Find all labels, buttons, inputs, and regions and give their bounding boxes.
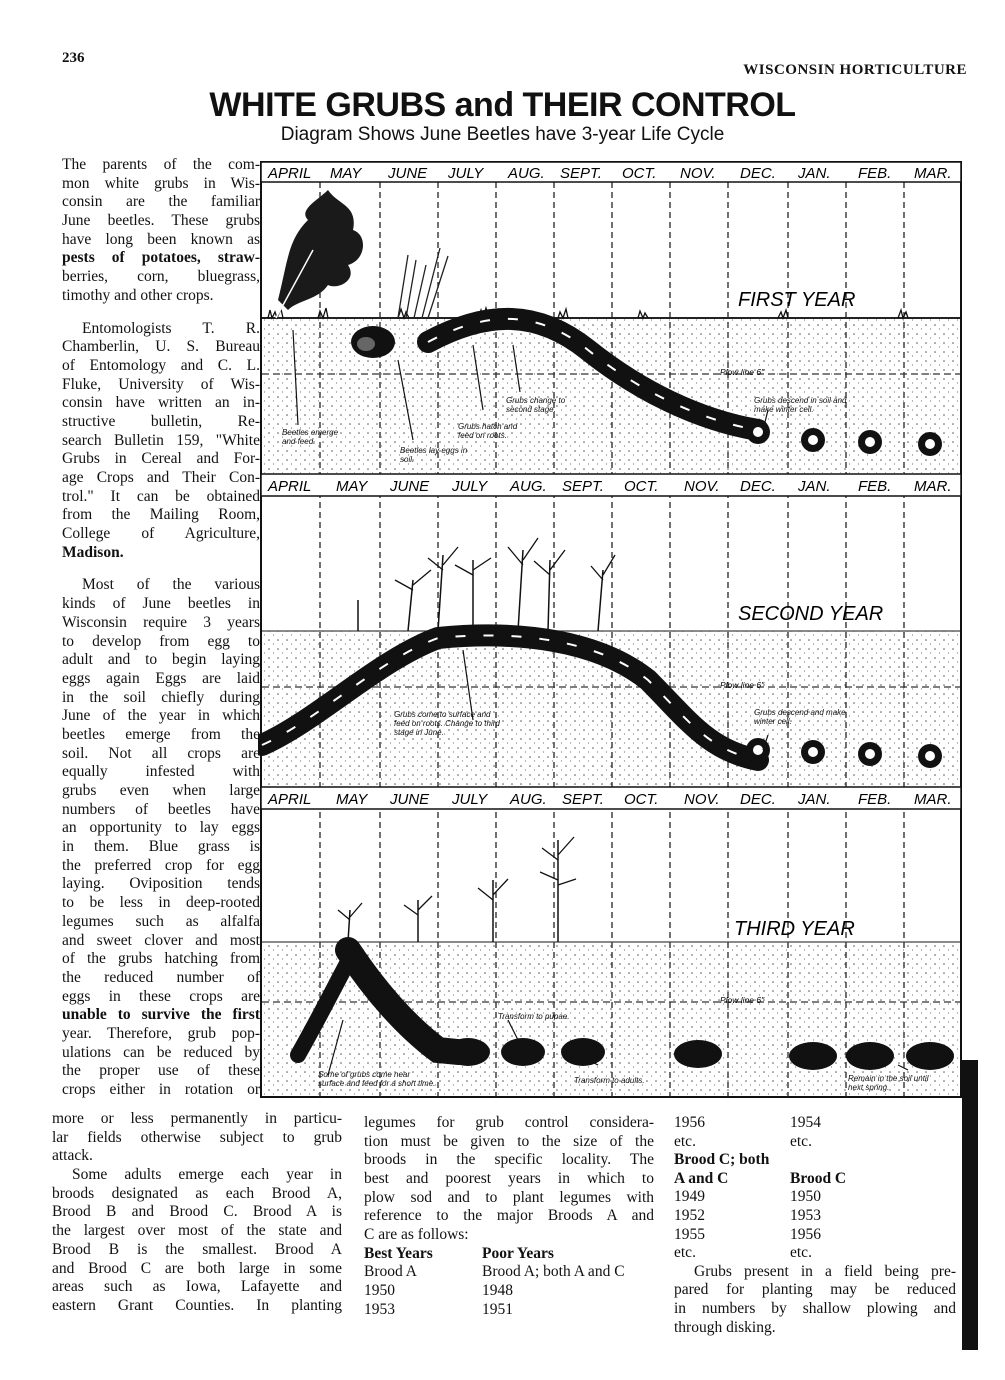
text-line: in the soil chiefly during <box>62 688 260 706</box>
table-cell: 1953 <box>790 1206 821 1224</box>
month-label: OCT. <box>624 478 659 495</box>
text-line: Grubs present in a field being pre- <box>694 1262 956 1280</box>
month-label: AUG. <box>510 478 547 495</box>
text-line: best and poorest years in which to <box>364 1170 654 1188</box>
table-cell: Brood C; both <box>674 1151 770 1169</box>
month-label: SEPT. <box>562 478 604 495</box>
month-label: AUG. <box>508 165 545 182</box>
text-line: the preferred crop for egg <box>62 856 260 874</box>
text-line: broods designated as each Brood A, <box>52 1184 342 1202</box>
text-line: in numbers by shallow plowing and <box>674 1300 956 1318</box>
month-label: AUG. <box>510 791 547 808</box>
table-row <box>674 1207 956 1226</box>
life-cycle-diagram <box>258 160 963 1100</box>
text-line: laying. Oviposition tends <box>62 875 260 893</box>
text-line: June beetles. These grubs <box>62 212 260 230</box>
left-para-3 <box>62 576 260 1099</box>
month-label: FEB. <box>858 165 892 182</box>
table-row <box>674 1170 956 1189</box>
plow-line-label: Plow line 6" <box>720 367 765 377</box>
table-cell: etc. <box>790 1244 812 1262</box>
text-line: beetles emerge from the <box>62 725 260 743</box>
text-line: an opportunity to lay eggs <box>62 819 260 837</box>
text-line: adult and to begin laying <box>62 651 260 669</box>
text-line: reference to the major Broods A and <box>364 1207 654 1225</box>
month-label: JUNE <box>390 791 430 808</box>
text-line: grubs even when large <box>62 782 260 799</box>
text-line: eggs in these crops are <box>62 987 260 1005</box>
table-cell: 1949 <box>674 1188 705 1206</box>
text-line: numbers of beetles have <box>62 800 260 818</box>
table-cell: 1950 <box>364 1282 395 1299</box>
text-line: consin are the familiar <box>62 193 260 211</box>
month-label: MAR. <box>914 791 952 808</box>
text-line: mon white grubs in Wis- <box>62 174 260 192</box>
text-line: Grubs in Cereal and For- <box>62 450 260 468</box>
text-line: Brood B and Brood C. Brood A is <box>52 1203 342 1221</box>
grubs-descend-note-2: Grubs descend and make winter cell. <box>754 708 846 726</box>
year-label-second: SECOND YEAR <box>738 603 884 625</box>
month-label: JAN. <box>798 478 831 495</box>
text-line: through disking. <box>674 1318 776 1336</box>
text-line: Entomologists T. R. <box>82 319 260 337</box>
month-label: NOV. <box>684 791 720 808</box>
text-line: attack. <box>52 1147 93 1165</box>
text-line: Some adults emerge each year in <box>72 1166 342 1184</box>
table-row <box>674 1114 956 1133</box>
text-line: kinds of June beetles in <box>62 595 260 613</box>
text-line: from the Mailing Room, <box>62 506 260 524</box>
third-year-panel <box>262 837 960 1098</box>
month-label: SEPT. <box>560 165 602 182</box>
text-line: Wisconsin require 3 years <box>62 613 260 631</box>
table-cell: A and C <box>674 1169 729 1187</box>
text-line: to develop from egg to <box>62 632 260 650</box>
table-cell: etc. <box>790 1132 812 1150</box>
text-line: eggs again Eggs are laid <box>62 669 260 687</box>
table-cell: 1953 <box>364 1300 395 1318</box>
table-cell: etc. <box>674 1244 696 1262</box>
grubs-hatch-note: Grubs hatch and feed on roots. <box>458 422 518 440</box>
second-year-panel <box>262 538 960 787</box>
text-line: plow sod and to plant legumes with <box>364 1188 654 1206</box>
text-line: legumes for grub control considera- <box>364 1114 654 1131</box>
month-label: JUNE <box>390 478 430 495</box>
month-label: JAN. <box>798 165 831 182</box>
table-row <box>364 1282 654 1301</box>
table-cell: Brood C <box>790 1169 847 1187</box>
text-line: pared for planting may be reduced <box>674 1281 956 1299</box>
text-line: College of Agriculture, <box>62 525 260 543</box>
left-para-1 <box>62 156 260 306</box>
month-label: FEB. <box>858 791 892 808</box>
left-para-2 <box>62 320 260 563</box>
month-label: APRIL <box>268 478 312 495</box>
bottom-column-2 <box>364 1114 654 1319</box>
remain-in-soil-note: Remain in the soil until next spring. <box>848 1074 929 1092</box>
month-label: FEB. <box>858 478 892 495</box>
month-label: JULY <box>452 791 488 808</box>
text-line: eastern Grant Counties. In planting <box>52 1296 342 1314</box>
brood-years-table <box>364 1245 654 1319</box>
month-row-3 <box>261 787 961 809</box>
table-row <box>674 1226 956 1245</box>
text-line: year. Therefore, grub pop- <box>62 1024 260 1042</box>
text-line: trol." It can be obtained <box>62 487 260 505</box>
text-line: more or less permanently in particu- <box>52 1110 342 1127</box>
text-line: structive bulletin, Re- <box>62 412 260 430</box>
month-label: SEPT. <box>562 791 604 808</box>
text-line: tion must be given to the size of the <box>364 1132 654 1150</box>
month-label: OCT. <box>622 165 657 182</box>
table-cell: 1948 <box>482 1282 513 1299</box>
table-cell: etc. <box>674 1132 696 1150</box>
table-row <box>674 1244 956 1263</box>
grubs-surface-note: Grubs come to surface and feed on roots. Change to third stage in June. <box>394 710 500 737</box>
text-line: in them. Blue grass is <box>62 838 260 856</box>
text-line: age Crops and Their Con- <box>62 469 260 486</box>
text-line: berries, corn, bluegrass, <box>62 268 260 286</box>
text-line: of Entomology and C. L. <box>62 356 260 374</box>
text-line: Fluke, University of Wis- <box>62 375 260 393</box>
text-line: equally infested with <box>62 763 260 781</box>
table-cell: 1956 <box>790 1225 821 1243</box>
bottom-column-3 <box>674 1114 956 1338</box>
text-line: and sweet clover and most <box>62 931 260 949</box>
text-line: unable to survive the first <box>62 1006 260 1024</box>
text-line: Madison. <box>62 543 124 561</box>
month-label: MAR. <box>914 165 952 182</box>
running-title: WISCONSIN HORTICULTURE <box>743 62 967 78</box>
text-line: lar fields otherwise subject to grub <box>52 1128 342 1146</box>
text-line: Chamberlin, U. S. Bureau <box>62 338 260 356</box>
month-label: APRIL <box>268 791 312 808</box>
table-cell: 1956 <box>674 1114 705 1131</box>
text-line: crops either in rotation or <box>62 1081 260 1098</box>
month-row-2 <box>261 474 961 496</box>
text-line: search Bulletin 159, "White <box>62 431 260 449</box>
transform-adults-note: Transform to adults. <box>574 1076 645 1085</box>
month-row-1 <box>261 162 961 182</box>
text-line: to be less in deep-rooted <box>62 894 260 912</box>
some-grubs-note: Some of grubs come near surface and feed for a short time. <box>318 1070 436 1088</box>
bottom-column-1 <box>52 1110 342 1316</box>
text-line: June of the year in which <box>62 707 260 725</box>
article-title <box>0 86 1005 125</box>
first-year-panel <box>262 190 960 476</box>
text-line: broods in the specific locality. The <box>364 1151 654 1169</box>
table-row <box>674 1188 956 1207</box>
grubs-change-note: Grubs change to second stage. <box>506 396 566 414</box>
brood-years-table-continued <box>674 1114 956 1263</box>
text-line: Most of the various <box>82 576 260 594</box>
year-label-third: THIRD YEAR <box>734 918 855 940</box>
table-cell: Brood A; both A and C <box>482 1263 625 1281</box>
transform-pupae-note: Transform to pupae. <box>498 1012 570 1021</box>
month-label: NOV. <box>684 478 720 495</box>
table-cell: 1952 <box>674 1206 705 1224</box>
text-line: pests of potatoes, straw- <box>62 249 260 267</box>
text-line: the largest over most of the state and <box>52 1222 342 1240</box>
month-label: JULY <box>448 165 484 182</box>
month-label: MAR. <box>914 478 952 495</box>
text-line: timothy and other crops. <box>62 286 214 304</box>
table-cell: 1955 <box>674 1225 705 1243</box>
table-row <box>364 1263 654 1282</box>
month-label: OCT. <box>624 791 659 808</box>
header-poor-years: Poor Years <box>482 1244 554 1262</box>
text-line: soil. Not all crops are <box>62 744 260 762</box>
plow-line-label: Plow line 6" <box>720 995 765 1005</box>
text-line: have long been known as <box>62 230 260 248</box>
beetles-lay-eggs-note: Beetles lay eggs in soil. <box>400 446 468 464</box>
plow-line-label: Plow line 6" <box>720 680 765 690</box>
month-label: MAY <box>330 165 362 182</box>
left-column <box>62 156 260 1100</box>
header-best-years: Best Years <box>364 1244 433 1262</box>
month-label: JULY <box>452 478 488 495</box>
month-label: NOV. <box>680 165 716 182</box>
text-line: of the grubs hatching from <box>62 950 260 968</box>
table-header <box>364 1245 654 1264</box>
month-label: DEC. <box>740 478 776 495</box>
text-line: and Brood C are both large in some <box>52 1259 342 1277</box>
table-row <box>674 1151 956 1170</box>
table-row <box>364 1301 654 1320</box>
page-number: 236 <box>62 50 85 66</box>
article-title-text: WHITE GRUBS and THEIR CONTROL <box>209 86 796 124</box>
month-label: DEC. <box>740 165 776 182</box>
text-line: areas such as Iowa, Lafayette and <box>52 1278 342 1296</box>
table-cell: 1954 <box>790 1114 821 1131</box>
month-label: JAN. <box>798 791 831 808</box>
year-label-first: FIRST YEAR <box>738 289 856 311</box>
table-row <box>674 1133 956 1152</box>
month-label: MAY <box>336 791 368 808</box>
table-cell: 1950 <box>790 1188 821 1206</box>
text-line: ulations can be reduced by <box>62 1043 260 1061</box>
text-line: C are as follows: <box>364 1226 469 1244</box>
text-line: Brood B is the smallest. Brood A <box>52 1240 342 1258</box>
text-line: The parents of the com- <box>62 156 260 173</box>
month-label: MAY <box>336 478 368 495</box>
month-label: JUNE <box>388 165 428 182</box>
table-cell: Brood A <box>364 1263 417 1281</box>
page-edge-shadow <box>962 1060 978 1350</box>
text-line: the proper use of these <box>62 1062 260 1080</box>
text-line: legumes such as alfalfa <box>62 912 260 930</box>
month-label: DEC. <box>740 791 776 808</box>
beetles-emerge-note: Beetles emerge and feed. <box>282 428 339 446</box>
article-subtitle: Diagram Shows June Beetles have 3-year Life Cycle <box>280 124 725 145</box>
grubs-descend-note: Grubs descend in soil and make winter cell. <box>754 396 847 414</box>
text-line: consin have written an in- <box>62 394 260 412</box>
table-cell: 1951 <box>482 1300 513 1318</box>
month-label: APRIL <box>268 165 312 182</box>
text-line: the reduced number of <box>62 968 260 986</box>
